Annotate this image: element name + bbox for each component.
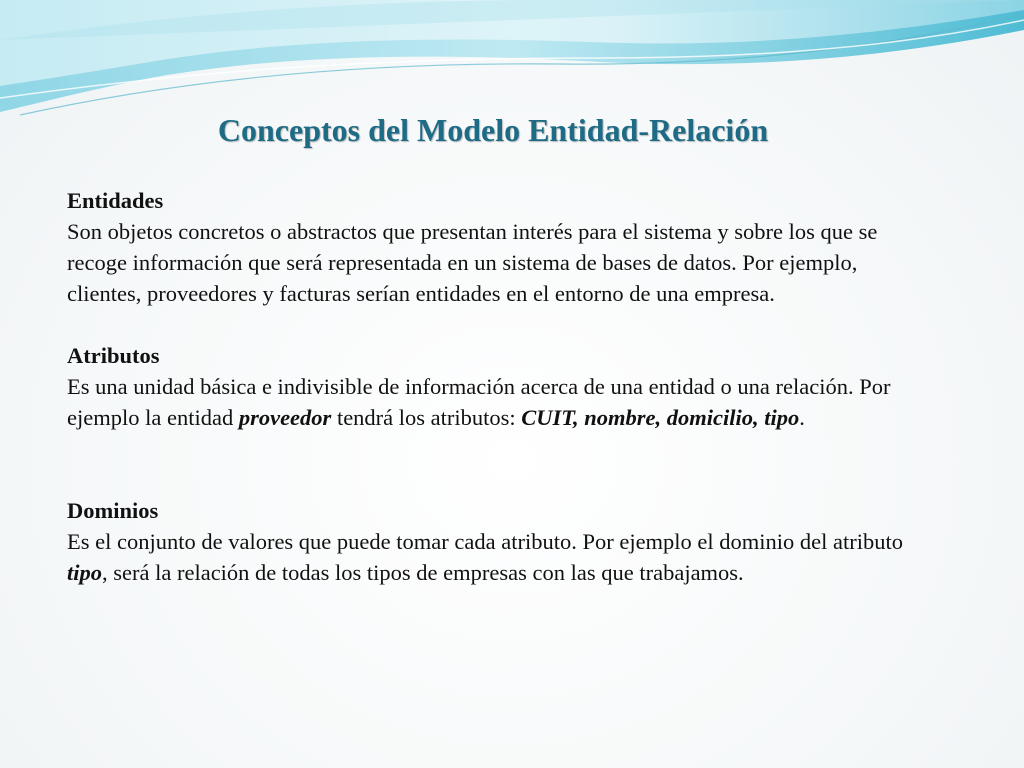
section-atributos [67, 340, 927, 433]
header-wave-decoration [0, 0, 1024, 130]
section-text-dominios-2: , será la relación de todas los tipos de empresas con las que trabajamos. [102, 560, 744, 585]
emphasis-proveedor: proveedor [238, 405, 332, 430]
section-heading-entidades: Entidades [67, 188, 164, 213]
section-text-atributos-1: Es una unidad básica e indivisible de información acerca de una entidad o una relación. Por ejemplo la entidad [67, 374, 891, 430]
slide-title: Conceptos del Modelo Entidad-Relación [217, 112, 769, 148]
section-text-atributos-3: . [799, 405, 805, 430]
emphasis-tipo: tipo [67, 560, 103, 585]
section-text-atributos-2: tendrá los atributos: [331, 405, 522, 430]
section-heading-dominios: Dominios [67, 498, 159, 523]
section-text-entidades: Son objetos concretos o abstractos que presentan interés para el sistema y sobre los que se recoge información que será representada en un sistema de bases de datos. Por ejemplo, clientes, proveedores y facturas serían entidades en el entorno de una empresa. [67, 219, 878, 306]
section-text-dominios-1: Es el conjunto de valores que puede tomar cada atributo. Por ejemplo el dominio del atributo [67, 529, 904, 554]
section-heading-atributos: Atributos [67, 343, 160, 368]
section-dominios [67, 495, 927, 588]
slide-body [67, 185, 927, 588]
emphasis-attribute-list: CUIT, nombre, domicilio, tipo [521, 405, 800, 430]
section-entidades [67, 185, 927, 309]
